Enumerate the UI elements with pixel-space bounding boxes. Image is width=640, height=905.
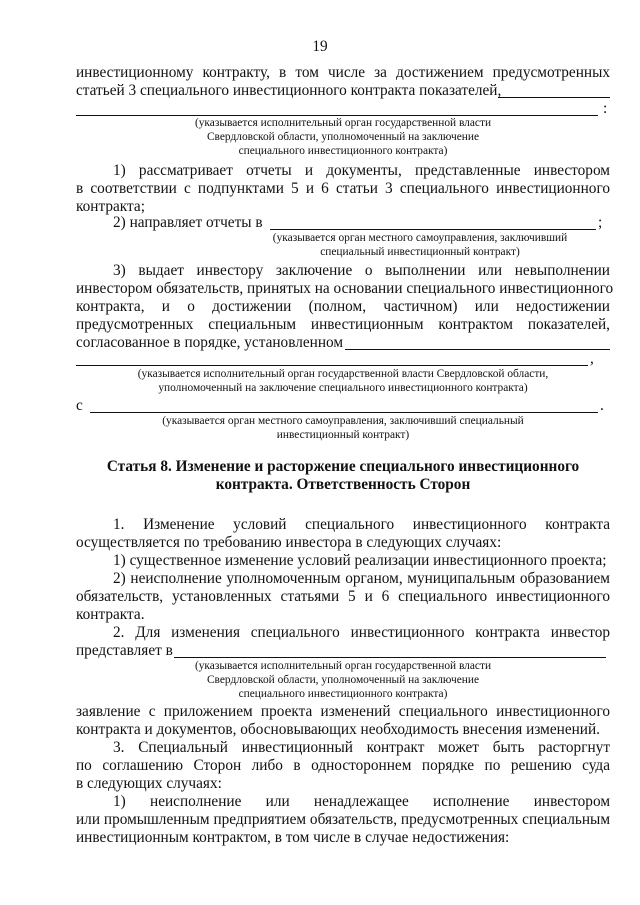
text-line: контракта и документов, обосновывающих необходимость внесения изменений.: [76, 721, 601, 738]
field-note: специального инвестиционного контракта): [238, 688, 448, 700]
punctuation: .: [600, 397, 604, 414]
text-line: обязательств, установленных статьями 5 и 6 специального инвестиционного: [76, 588, 610, 605]
text-line: 1) неисполнение или ненадлежащее исполнение инвестором: [113, 793, 610, 810]
field-note: (указывается исполнительный орган государственной власти: [194, 660, 492, 672]
fill-in-blank: [174, 657, 606, 658]
text-line: 1. Изменение условий специального инвестиционного контракта: [113, 516, 610, 533]
article-heading: контракта. Ответственность Сторон: [215, 476, 471, 493]
fill-in-blank: [90, 412, 598, 413]
text-line: 2) направляет отчеты в: [113, 214, 263, 231]
field-note: уполномоченный на заключение специального инвестиционного контракта): [158, 382, 528, 394]
field-note: специальный инвестиционный контракт): [320, 246, 520, 258]
field-note: (указывается орган местного самоуправления, заключивший специальный: [162, 415, 524, 427]
field-note: Свердловской области, уполномоченный на заключение: [206, 131, 480, 143]
text-line: 1) существенное изменение условий реализации инвестиционного проекта;: [113, 552, 607, 569]
text-line: по соглашению Сторон либо в одностороннем порядке по решению суда: [76, 757, 610, 774]
text-line: 3. Специальный инвестиционный контракт может быть расторгнут: [113, 739, 610, 756]
fill-in-blank: [270, 229, 596, 230]
fill-in-blank: [345, 349, 610, 350]
punctuation: ;: [598, 214, 603, 231]
field-note: инвестиционный контракт): [276, 429, 410, 441]
text-line: контракта;: [76, 198, 145, 215]
field-note: специального инвестиционного контракта): [238, 145, 448, 157]
text-line: 2. Для изменения специального инвестиционного контракта инвестор: [113, 624, 610, 641]
article-heading: Статья 8. Изменение и расторжение специального инвестиционного: [106, 458, 580, 475]
text-line: 2) неисполнение уполномоченным органом, муниципальным образованием: [113, 570, 610, 587]
page-number: 19: [312, 38, 328, 55]
field-note: Свердловской области, уполномоченный на заключение: [206, 674, 480, 686]
fill-in-blank: [76, 365, 588, 366]
text-line: с: [76, 397, 83, 414]
punctuation: ,: [590, 350, 594, 367]
text-line: 3) выдает инвестору заключение о выполнении или невыполнении: [113, 262, 610, 279]
text-line: заявление с приложением проекта изменений специального инвестиционного: [76, 703, 610, 720]
text-line: статьей 3 специального инвестиционного контракта показателей,: [76, 82, 502, 99]
text-line: осуществляется по требованию инвестора в следующих случаях:: [76, 534, 502, 551]
text-line: согласованное в порядке, установленном: [76, 334, 344, 351]
text-line: инвестиционным контрактом, в том числе в случае недостижения:: [76, 829, 510, 846]
field-note: (указывается исполнительный орган государственной власти: [194, 117, 492, 129]
text-line: или промышленным предприятием обязательств, предусмотренных специальным: [76, 811, 610, 828]
text-line: контракта, и о достижении (полном, частичном) или недостижении: [76, 298, 610, 315]
punctuation: :: [603, 100, 608, 117]
text-line: в следующих случаях:: [76, 775, 222, 792]
text-line: 1) рассматривает отчеты и документы, представленные инвестором: [113, 162, 610, 179]
text-line: предусмотренных специальным инвестиционным контрактом показателей,: [76, 316, 610, 333]
text-line: инвестором обязательств, принятых на основании специального инвестиционного: [76, 280, 614, 297]
fill-in-blank: [498, 97, 610, 98]
text-line: в соответствии с подпунктами 5 и 6 статьи 3 специального инвестиционного: [76, 180, 610, 197]
text-line: контракта.: [76, 606, 145, 623]
text-line: инвестиционному контракту, в том числе за достижением предусмотренных: [76, 64, 610, 81]
field-note: (указывается исполнительный орган государственной власти Свердловской области,: [137, 368, 549, 380]
text-line: представляет в: [76, 642, 173, 659]
field-note: (указывается орган местного самоуправления, заключивший: [272, 232, 568, 244]
